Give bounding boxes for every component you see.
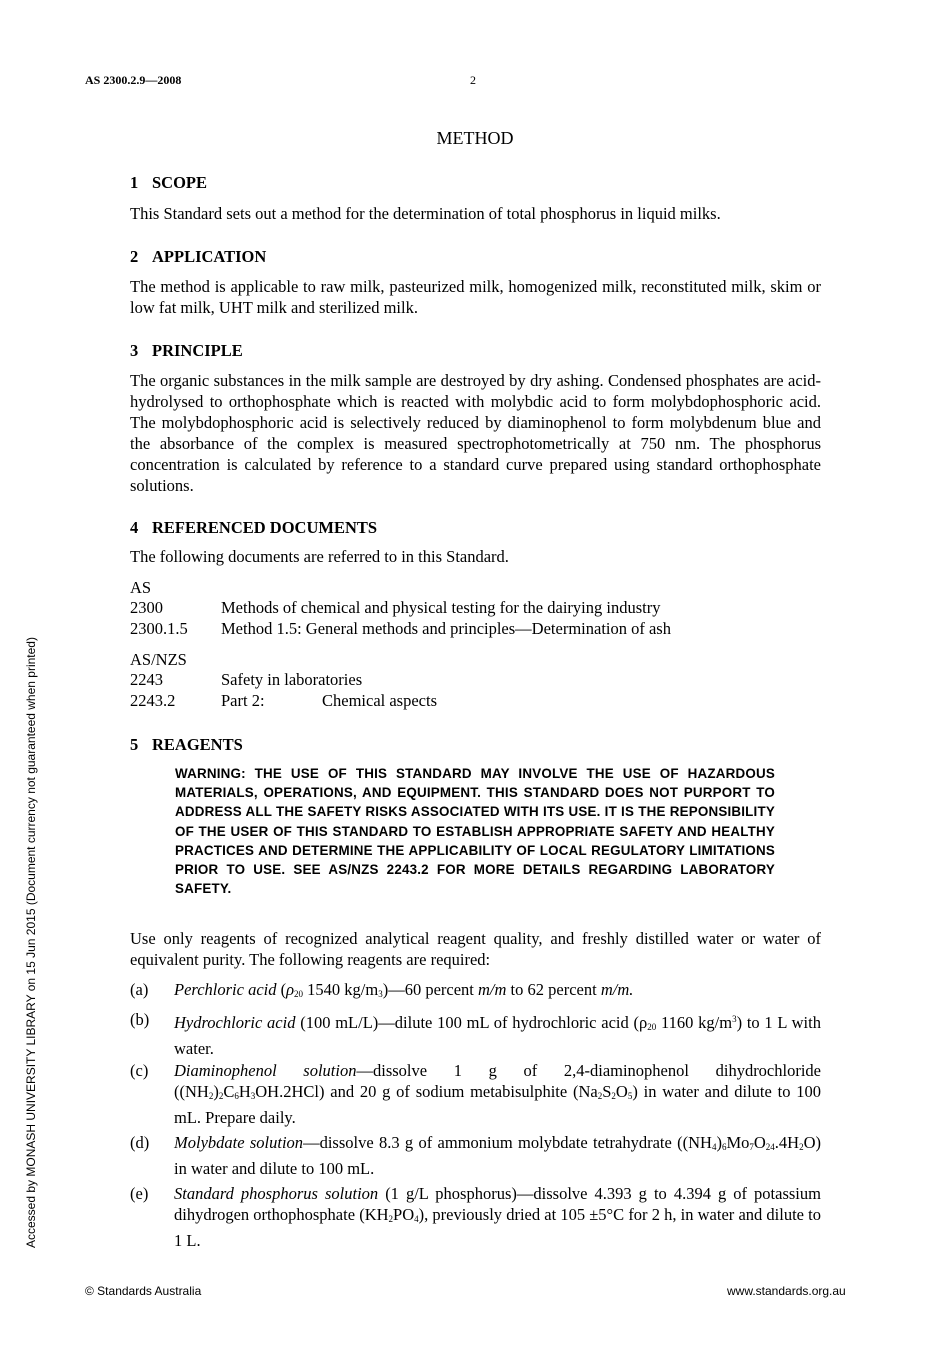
subscript: 4 [414,1214,419,1224]
item-text [174,1132,821,1179]
footer-copyright: © Standards Australia [85,1284,202,1298]
section-heading-referenced-documents [130,518,377,538]
ref-row [130,691,437,711]
ref-code: 2300.1.5 [130,619,188,638]
item-text [174,1060,821,1128]
text-run: 1540 kg/m [303,980,379,999]
superscript: 3 [732,1014,737,1024]
ref-row [130,598,660,618]
scope-text: This Standard sets out a method for the determination of total phosphorus in liquid milks. [130,204,721,223]
item-label: (d) [130,1133,150,1152]
item-label: (a) [130,980,149,999]
ref-code: 2300 [130,598,163,617]
ref-title: Chemical aspects [322,691,438,710]
header-standard-id: AS 2300.2.9—2008 [85,73,182,87]
text-run: (100 mL/L)—dilute 100 mL of hydrochloric acid ( [295,1013,639,1032]
subscript: 3 [378,989,383,999]
subscript: 7 [749,1142,754,1152]
reagent-name: Hydrochloric acid [174,1013,296,1032]
text-run: m/m. [600,980,634,999]
section-number: 2 [130,247,139,266]
text-run: C [223,1082,235,1101]
ref-title: Safety in laboratories [221,670,363,689]
subscript: 5 [627,1091,633,1101]
text-run: (1 g/L phosphorus)—dissolve 4.393 g to 4.394 g of potassium dihydrogen orthophosphate (KH [174,1184,821,1224]
subscript: 2 [597,1091,603,1101]
section-number: 3 [130,341,139,360]
application-text: The method is applicable to raw milk, pasteurized milk, homogenized milk, reconstituted milk, skim or low fat milk, UHT milk and sterilized milk. [130,277,821,317]
ref-part: Part 2: [221,691,265,710]
section-heading-principle [130,341,243,361]
principle-text: The organic substances in the milk sample are destroyed by dry ashing. Condensed phosphates are acid-hydrolysed to orthophosphate which is reacted with molybdic acid to form molybdophosphoric acid. The molybdophosphoric acid is selectively reduced by diaminophenol to form molybdenum blue and the absorbance of the complex is measured spectrophotometrically at 750 nm. The phosphorus concentration is calculated by reference to a standard curve prepared using standard orthophosphate solutions. [130,371,821,495]
text-run: S [602,1082,612,1101]
ref-group-asnzs: AS/NZS [130,650,187,669]
text-run: Mo [726,1133,750,1152]
subscript: 3 [250,1091,256,1101]
rho-symbol: ρ [639,1013,648,1032]
subscript: 20 [294,989,304,999]
text-run: H [238,1082,251,1101]
section-title: REAGENTS [152,735,243,754]
subscript: 6 [234,1091,239,1101]
section-title: APPLICATION [152,247,267,266]
ref-title: Methods of chemical and physical testing for the dairying industry [221,598,661,617]
reagent-item-c [130,1060,821,1128]
text-run: O) in water and dilute to 100 mL. [174,1133,822,1178]
subscript: 2 [208,1091,214,1101]
section-heading-reagents [130,735,243,755]
reagent-name: Perchloric acid [174,980,277,999]
section-number: 4 [130,518,139,537]
subscript: 2 [611,1091,616,1101]
text-run: ( [276,980,287,999]
subscript: 20 [647,1022,657,1032]
text-run: ) [716,1133,722,1152]
text-run: 1160 kg/m [656,1013,733,1032]
referenced-intro: The following documents are referred to in this Standard. [130,547,509,566]
ref-title: Method 1.5: General methods and principles—Determination of ash [221,619,671,638]
ref-code: 2243 [130,670,163,689]
item-text [174,979,821,1005]
section-heading-application [130,247,266,267]
reagent-item-e [130,1183,821,1251]
text-run: OH.2HCl) and 20 g of sodium metabisulphite (Na [255,1082,598,1101]
item-label: (b) [130,1010,150,1029]
text-run: )—60 percent [382,980,478,999]
text-run: —dissolve 8.3 g of ammonium molybdate tetrahydrate ((NH [303,1133,712,1152]
page-number: 2 [470,73,476,87]
section-number: 1 [130,173,139,192]
section-title: REFERENCED DOCUMENTS [152,518,378,537]
text-run: ) [213,1082,219,1101]
safety-warning: WARNING: THE USE OF THIS STANDARD MAY INVOLVE THE USE OF HAZARDOUS MATERIALS, OPERATIONS, AND EQUIPMENT. THIS STANDARD DOES NOT PURPORT TO ADDRESS ALL THE SAFETY RISKS ASSOCIATED WITH ITS USE. IT IS THE REPONSIBILITY OF THE USER OF THIS STANDARD TO ESTABLISH APPROPRIATE SAFETY AND HEALTHY PRACTICES AND DETERMINE THE APPLICABILITY OF LOCAL REGULATORY LIMITATIONS PRIOR TO USE. SEE AS/NZS 2243.2 FOR MORE DETAILS REGARDING LABORATORY SAFETY. [175,766,775,897]
text-run: ) in water and dilute to 100 mL. Prepare daily. [174,1082,821,1127]
ref-code: 2243.2 [130,691,176,710]
reagent-item-b [130,1009,821,1059]
reagent-item-a [130,979,821,1005]
text-run: PO [393,1205,415,1224]
text-run: .4H [774,1133,800,1152]
item-text [174,1183,821,1251]
footer-website-link[interactable]: www.standards.org.au [727,1284,846,1298]
reagent-name: Standard phosphorus solution [174,1184,379,1203]
text-run: —dissolve 1 g of 2,4-diaminophenol dihydrochloride ((NH [174,1061,821,1101]
subscript: 6 [721,1142,727,1152]
reagent-name: Diaminophenol solution [174,1061,357,1080]
text-run: ) to 1 L with water. [174,1013,821,1058]
subscript: 24 [765,1142,775,1152]
ref-row [130,670,362,690]
text-run: O [753,1133,766,1152]
section-heading-scope [130,173,207,193]
access-watermark: Accessed by MONASH UNIVERSITY LIBRARY on 15 Jun 2015 (Document currency not guaranteed when printed) [24,637,38,1248]
reagent-name: Molybdate solution [174,1133,304,1152]
section-number: 5 [130,735,139,754]
subscript: 2 [218,1091,224,1101]
text-run: to 62 percent [506,980,601,999]
rho-symbol: ρ [286,980,295,999]
item-label: (e) [130,1184,149,1203]
text-run: O [615,1082,628,1101]
ref-row [130,619,671,639]
subscript: 2 [799,1142,804,1152]
text-run: ), previously dried at 105 ±5°C for 2 h, in water and dilute to 1 L. [174,1205,821,1250]
ref-group-as: AS [130,578,152,597]
section-title: SCOPE [152,173,208,192]
section-title: PRINCIPLE [152,341,243,360]
subscript: 2 [388,1214,394,1224]
text-run: m/m [478,980,507,999]
item-label: (c) [130,1061,149,1080]
page-title: METHOD [436,128,514,148]
reagent-item-d [130,1132,821,1179]
reagents-intro: Use only reagents of recognized analytical reagent quality, and freshly distilled water or water of equivalent purity. The following reagents are required: [130,929,821,969]
item-text [174,1009,821,1059]
subscript: 4 [711,1142,717,1152]
